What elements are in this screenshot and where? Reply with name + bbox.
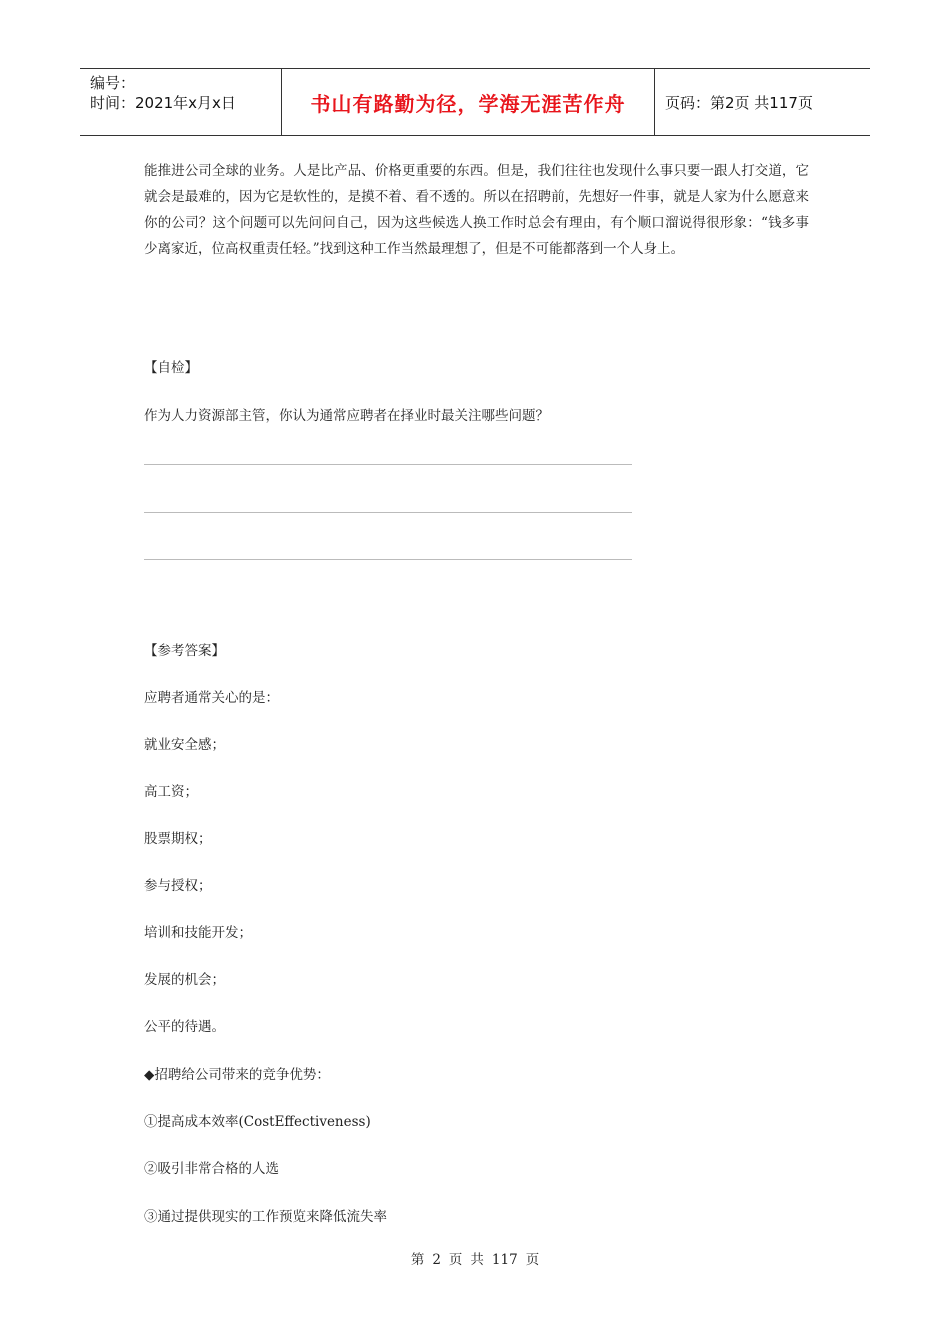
- page-header: [80, 68, 870, 136]
- header-page-info: 页码：第2页 共117页: [665, 93, 813, 112]
- header-meta: [80, 69, 281, 135]
- intro-section: [144, 158, 809, 262]
- list-item: ②吸引非常合格的人选: [144, 1161, 279, 1177]
- page-footer: [0, 1248, 950, 1268]
- list-item: ③通过提供现实的工作预览来降低流失率: [144, 1209, 387, 1225]
- list-item: 股票期权；: [144, 831, 212, 847]
- answer-heading: 【参考答案】: [144, 643, 225, 659]
- advantage-heading: ◆招聘给公司带来的竞争优势：: [144, 1067, 330, 1083]
- footer-prefix: 第: [410, 1252, 425, 1268]
- footer-total-prefix: 共: [470, 1252, 484, 1268]
- self-check-heading: 【自检】: [144, 360, 198, 376]
- list-item: 参与授权；: [144, 878, 212, 894]
- list-item: 就业安全感；: [144, 737, 225, 753]
- list-item: ①提高成本效率(CostEffectiveness): [144, 1114, 371, 1130]
- answer-blank-line[interactable]: [144, 464, 632, 465]
- document-number-label: 编号：: [90, 74, 136, 92]
- answer-blank-line[interactable]: [144, 512, 632, 513]
- question-text: 作为人力资源部主管，你认为通常应聘者在择业时最关注哪些问题？: [144, 408, 549, 424]
- footer-total-pages: 117: [491, 1252, 518, 1268]
- document-time: 时间：2021年x月x日: [90, 94, 236, 112]
- answer-intro: 应聘者通常关心的是：: [144, 690, 279, 706]
- list-item: 公平的待遇。: [144, 1019, 225, 1035]
- list-item: 培训和技能开发；: [144, 925, 252, 941]
- footer-page-unit: 页: [448, 1252, 463, 1268]
- list-item: 发展的机会；: [144, 972, 225, 988]
- list-item: 高工资；: [144, 784, 198, 800]
- footer-page-number: 2: [432, 1252, 441, 1268]
- header-motto: 书山有路勤为径，学海无涯苦作舟: [281, 69, 655, 135]
- intro-paragraph: 能推进公司全球的业务。人是比产品、价格更重要的东西。但是，我们往往也发现什么事只要一跟人打交道，它就会是最难的，因为它是软性的，是摸不着、看不透的。所以在招聘前，先想好一件事，就是人家为什么愿意来你的公司？这个问题可以先问问自己，因为这些候选人换工作时总会有理由，有个顺口溜说得很形象：“钱多事少离家近，位高权重责任轻。”找到这种工作当然最理想了，但是不可能都落到一个人身上。: [144, 163, 809, 257]
- answer-blank-line[interactable]: [144, 559, 632, 560]
- footer-suffix: 页: [525, 1252, 540, 1268]
